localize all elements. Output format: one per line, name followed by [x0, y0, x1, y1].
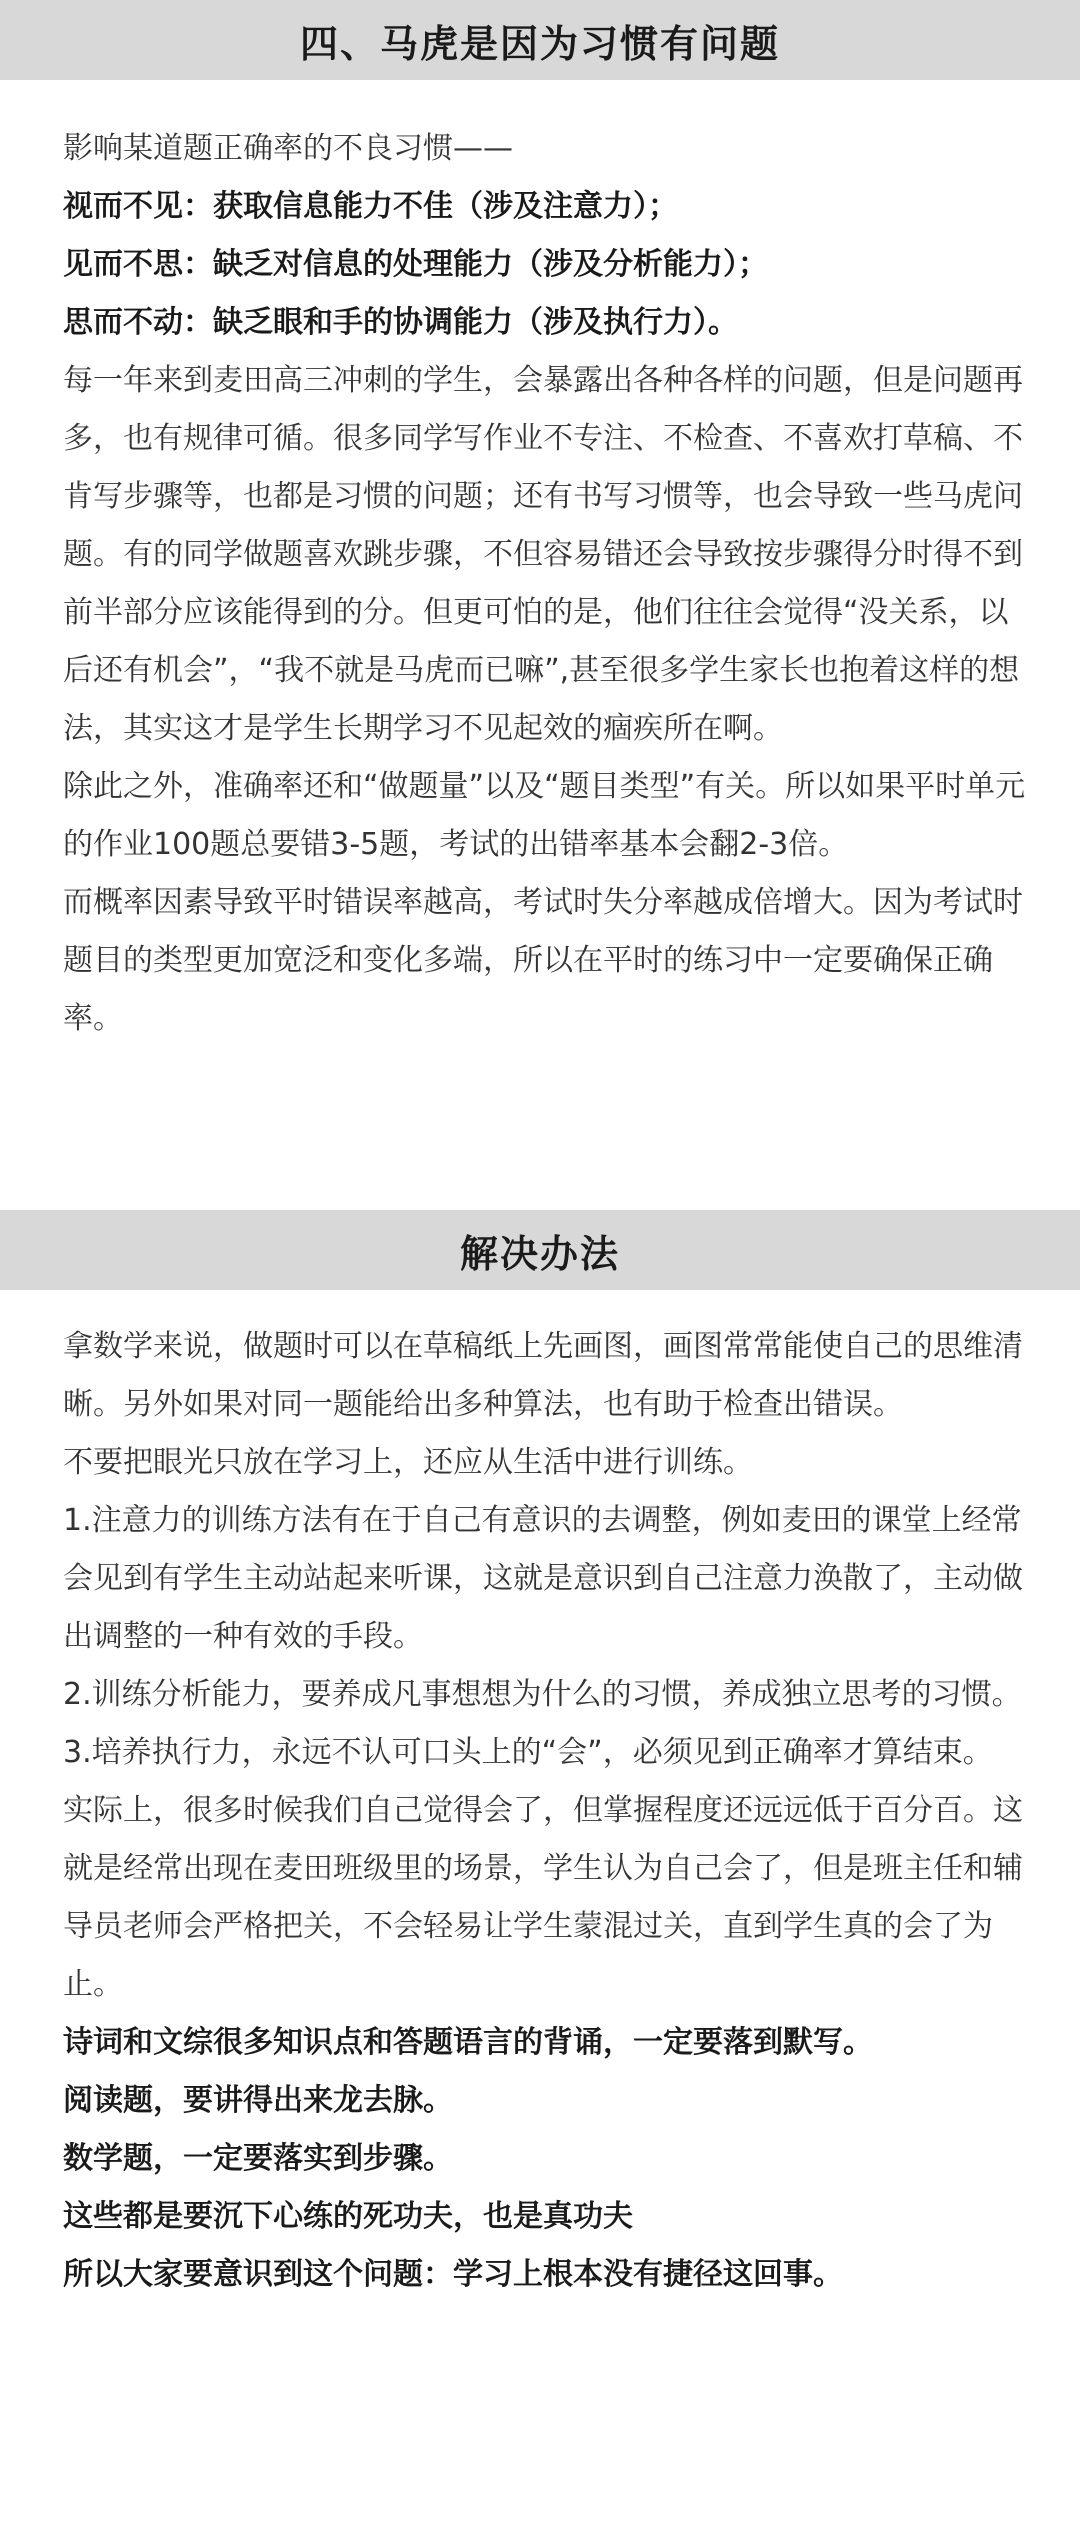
section-title-solutions: 解决办法	[459, 1231, 620, 1276]
paragraph-reading: 阅读题，要讲得出来龙去脉。	[63, 2083, 453, 2118]
section-header-habits	[0, 0, 1080, 80]
paragraph-think-no-act: 思而不动：缺乏眼和手的协调能力（涉及执行力）。	[63, 305, 738, 340]
paragraph-hard-work: 这些都是要沉下心练的死功夫，也是真功夫	[63, 2199, 633, 2234]
paragraph-analysis-training: 2.训练分析能力，要养成凡事想想为什么的习惯，养成独立思考的习惯。	[63, 1677, 1022, 1712]
section-body-habits	[63, 120, 1033, 1048]
paragraph-probability: 而概率因素导致平时错误率越高，考试时失分率越成倍增大。因为考试时题目的类型更加宽泛和变化多端，所以在平时的练习中一定要确保正确率。	[63, 885, 1023, 1036]
paragraph-intro: 影响某道题正确率的不良习惯——	[63, 131, 513, 166]
paragraph-see-no-think: 见而不思：缺乏对信息的处理能力（涉及分析能力）；	[63, 247, 768, 282]
paragraph-math-steps: 数学题，一定要落实到步骤。	[63, 2141, 453, 2176]
paragraph-students-problems: 每一年来到麦田高三冲刺的学生，会暴露出各种各样的问题，但是问题再多，也有规律可循。很多同学写作业不专注、不检查、不喜欢打草稿、不肯写步骤等，也都是习惯的问题；还有书写习惯等，也会导致一些马虎问题。有的同学做题喜欢跳步骤，不但容易错还会导致按步骤得分时得不到前半部分应该能得到的分。但更可怕的是，他们往往会觉得“没关系，以后还有机会”，“我不就是马虎而已嘛”,甚至很多学生家长也抱着这样的想法，其实这才是学生长期学习不见起效的痼疾所在啊。	[63, 363, 1023, 746]
paragraph-math-drafting: 拿数学来说，做题时可以在草稿纸上先画图，画图常常能使自己的思维清晰。另外如果对同一题能给出多种算法，也有助于检查出错误。	[63, 1329, 1023, 1422]
section-body-solutions	[63, 1318, 1033, 2304]
section-header-solutions	[0, 1210, 1080, 1290]
paragraph-execution-training: 3.培养执行力，永远不认可口头上的“会”，必须见到正确率才算结束。	[63, 1735, 993, 1770]
paragraph-attention-training: 1.注意力的训练方法有在于自己有意识的去调整，例如麦田的课堂上经常会见到有学生主动站起来听课，这就是意识到自己注意力涣散了，主动做出调整的一种有效的手段。	[63, 1503, 1023, 1654]
section-title-habits: 四、马虎是因为习惯有问题	[299, 21, 780, 66]
paragraph-life-training: 不要把眼光只放在学习上，还应从生活中进行训练。	[63, 1445, 753, 1480]
paragraph-see-not: 视而不见：获取信息能力不佳（涉及注意力）；	[63, 189, 678, 224]
paragraph-poetry-recitation: 诗词和文综很多知识点和答题语言的背诵，一定要落到默写。	[63, 2025, 873, 2060]
paragraph-mastery-level: 实际上，很多时候我们自己觉得会了，但掌握程度还远远低于百分百。这就是经常出现在麦田班级里的场景，学生认为自己会了，但是班主任和辅导员老师会严格把关，不会轻易让学生蒙混过关，直到学生真的会了为止。	[63, 1793, 1023, 2002]
paragraph-accuracy-volume: 除此之外，准确率还和“做题量”以及“题目类型”有关。所以如果平时单元的作业100题总要错3-5题，考试的出错率基本会翻2-3倍。	[63, 769, 1026, 862]
paragraph-no-shortcut: 所以大家要意识到这个问题：学习上根本没有捷径这回事。	[63, 2257, 843, 2292]
